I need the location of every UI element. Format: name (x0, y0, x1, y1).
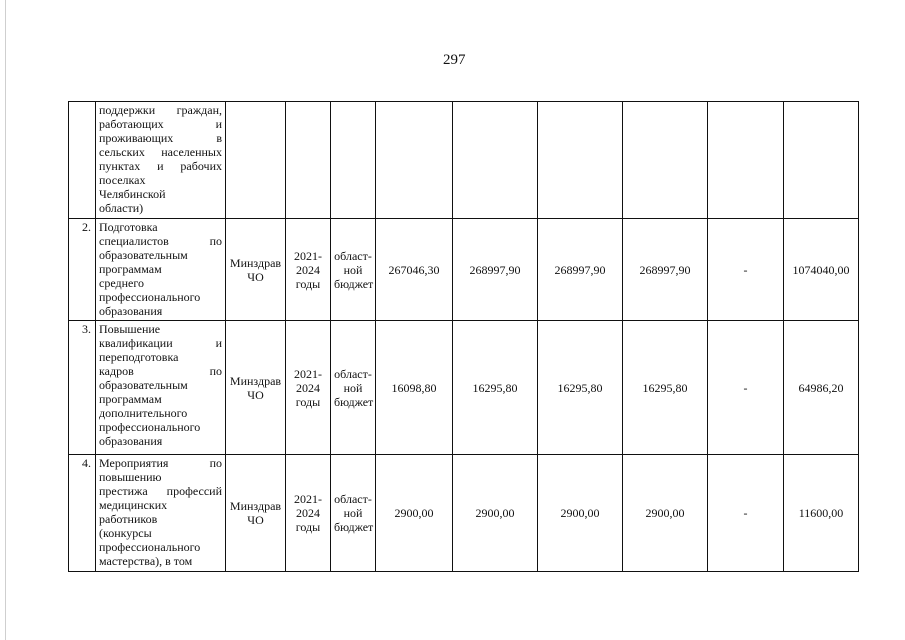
measure-name-line: кадров по (99, 364, 222, 378)
measure-name-line: Повышение (99, 322, 161, 336)
measure-name-cell (96, 102, 226, 219)
measure-name-line: Челябинской (99, 187, 166, 201)
measure-name-line: дополнительного (99, 406, 188, 420)
value-2023-cell: 16295,80 (538, 321, 623, 455)
value-2024-cell (623, 102, 708, 219)
table-row (69, 321, 859, 455)
row-number-cell (69, 102, 96, 219)
funding-source-cell: област-ной бюджет (331, 321, 376, 455)
page-number: 297 (443, 52, 466, 68)
measure-name-line: области) (99, 201, 144, 215)
value-2021-cell: 16098,80 (376, 321, 453, 455)
measure-name-line: среднего (99, 276, 144, 290)
measure-name-line: образования (99, 304, 163, 318)
measure-name-line: образования (99, 434, 163, 448)
measure-name-line: работников (99, 512, 158, 526)
dash-cell (708, 102, 784, 219)
measure-name-line: поддержки граждан, (99, 103, 222, 117)
measure-name-line: переподготовка (99, 350, 179, 364)
measure-name-line: работающих и (99, 117, 222, 131)
measure-name-line: образовательным (99, 378, 188, 392)
measure-name-line: профессионального (99, 420, 201, 434)
measure-name-line: проживающих в (99, 131, 222, 145)
table-row (69, 102, 859, 219)
dash-cell: - (708, 455, 784, 572)
measure-name-line: Подготовка (99, 220, 158, 234)
measure-name-line: сельских населенных (99, 145, 222, 159)
table-row (69, 455, 859, 572)
value-2022-cell: 16295,80 (453, 321, 538, 455)
executor-cell: Минздрав ЧО (226, 321, 286, 455)
value-2023-cell: 268997,90 (538, 219, 623, 321)
measure-name-line: (конкурсы (99, 526, 152, 540)
funding-source-cell: област-ной бюджет (331, 455, 376, 572)
funding-source-cell: област-ной бюджет (331, 219, 376, 321)
measure-name-cell (96, 321, 226, 455)
program-table (68, 101, 859, 572)
measure-name-line: престижа профессий (99, 484, 222, 498)
value-2022-cell: 268997,90 (453, 219, 538, 321)
value-2021-cell: 267046,30 (376, 219, 453, 321)
page-edge-line (5, 0, 6, 640)
value-2022-cell (453, 102, 538, 219)
value-2024-cell: 2900,00 (623, 455, 708, 572)
measure-name-line: повышению (99, 470, 162, 484)
measure-name-cell (96, 219, 226, 321)
value-2023-cell (538, 102, 623, 219)
value-2024-cell: 16295,80 (623, 321, 708, 455)
measure-name-line: программам (99, 392, 162, 406)
value-2021-cell: 2900,00 (376, 455, 453, 572)
period-cell: 2021-2024 годы (286, 321, 331, 455)
executor-cell: Минздрав ЧО (226, 219, 286, 321)
funding-source-cell (331, 102, 376, 219)
measure-name-line: профессионального (99, 540, 201, 554)
total-cell: 64986,20 (784, 321, 859, 455)
total-cell (784, 102, 859, 219)
measure-name-line: квалификации и (99, 336, 222, 350)
measure-name-line: поселках (99, 173, 146, 187)
measure-name-line: образовательным (99, 248, 188, 262)
measure-name-cell (96, 455, 226, 572)
row-number-cell: 4. (69, 455, 96, 572)
measure-name-line: профессионального (99, 290, 201, 304)
total-cell: 1074040,00 (784, 219, 859, 321)
row-number-cell: 2. (69, 219, 96, 321)
row-number-cell: 3. (69, 321, 96, 455)
measure-name-line: Мероприятия по (99, 456, 222, 470)
dash-cell: - (708, 219, 784, 321)
total-cell: 11600,00 (784, 455, 859, 572)
measure-name-line: программам (99, 262, 162, 276)
period-cell: 2021-2024 годы (286, 219, 331, 321)
value-2021-cell (376, 102, 453, 219)
table-row (69, 219, 859, 321)
value-2024-cell: 268997,90 (623, 219, 708, 321)
period-cell: 2021-2024 годы (286, 455, 331, 572)
measure-name-line: специалистов по (99, 234, 222, 248)
measure-name-line: пунктах и рабочих (99, 159, 222, 173)
value-2023-cell: 2900,00 (538, 455, 623, 572)
executor-cell: Минздрав ЧО (226, 455, 286, 572)
measure-name-line: медицинских (99, 498, 168, 512)
period-cell (286, 102, 331, 219)
measure-name-line: мастерства), в том (99, 554, 193, 568)
executor-cell (226, 102, 286, 219)
value-2022-cell: 2900,00 (453, 455, 538, 572)
dash-cell: - (708, 321, 784, 455)
